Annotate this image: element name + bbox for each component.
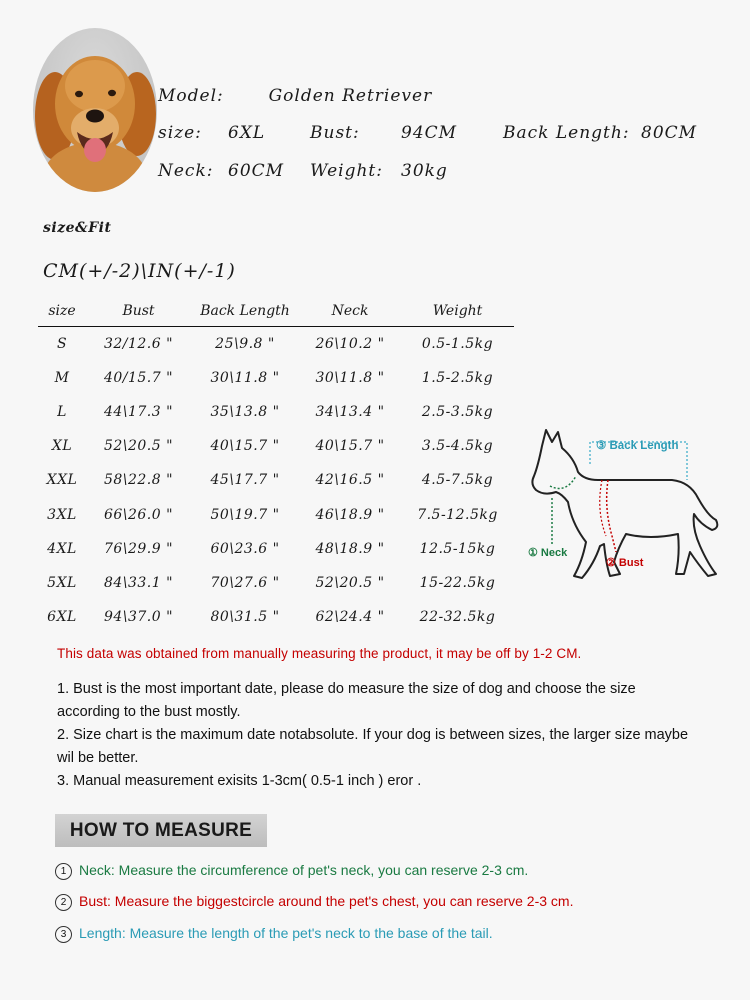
table-row xyxy=(38,361,514,395)
golden-retriever-image xyxy=(33,28,157,192)
header-bust: Bust xyxy=(86,296,191,327)
cell-neck: 42\16.5 " xyxy=(315,472,385,489)
size-label: size: xyxy=(158,123,202,143)
cell-size: XL xyxy=(51,438,73,455)
header-neck: Neck xyxy=(299,296,401,327)
bust-value: 94CM xyxy=(401,123,458,143)
table-row xyxy=(38,429,514,463)
cell-neck: 34\13.4 " xyxy=(315,404,385,421)
cell-back-length: 70\27.6 " xyxy=(210,574,280,591)
size-value: 6XL xyxy=(228,123,266,143)
cell-bust: 76\29.9 " xyxy=(103,540,174,557)
measure-neck xyxy=(55,862,528,880)
measurement-notice: This data was obtained from manually measuring the product, it may be off by 1-2 CM. xyxy=(57,646,582,661)
measure-neck-text: Neck: Measure the circumference of pet's neck, you can reserve 2-3 cm. xyxy=(79,862,529,878)
number-2-icon: 2 xyxy=(55,894,72,911)
neck-row xyxy=(158,161,448,181)
cell-size: XXL xyxy=(46,472,78,489)
cell-size: S xyxy=(56,336,68,353)
model-value: Golden Retriever xyxy=(268,86,433,106)
units-label: CM(+/-2)\IN(+/-1) xyxy=(43,260,236,282)
neck-guide xyxy=(550,476,576,544)
table-row xyxy=(38,600,514,634)
cell-neck: 26\10.2 " xyxy=(315,336,385,353)
table-row xyxy=(38,327,514,362)
header-back-length: Back Length xyxy=(191,296,299,327)
measurement-diagram xyxy=(522,424,722,590)
note-item: 1. Bust is the most important date, please do measure the size of dog and choose the size according to the bust mostly. xyxy=(57,681,636,720)
table-row xyxy=(38,497,514,531)
notes-list xyxy=(57,678,697,793)
cell-bust: 58\22.8 " xyxy=(103,472,174,489)
note-item: 3. Manual measurement exisits 1-3cm( 0.5-1 inch ) eror . xyxy=(57,773,422,789)
back-length-label: Back Length: xyxy=(503,123,630,143)
note-item: 2. Size chart is the maximum date notabsolute. If your dog is between sizes, the larger size maybe wil be better. xyxy=(57,727,689,766)
cell-size: 4XL xyxy=(47,540,77,557)
cell-weight: 1.5-2.5kg xyxy=(421,370,494,387)
cell-back-length: 50\19.7 " xyxy=(210,506,280,523)
cell-weight: 4.5-7.5kg xyxy=(421,472,494,489)
cell-neck: 30\11.8 " xyxy=(315,370,385,387)
size-fit-heading: size&Fit xyxy=(43,220,112,236)
back-length-value: 80CM xyxy=(641,123,698,143)
back-length-diagram-label: ③ Back Length xyxy=(596,440,679,452)
cell-bust: 66\26.0 " xyxy=(103,506,174,523)
number-3-icon: 3 xyxy=(55,926,72,943)
weight-label: Weight: xyxy=(310,161,383,181)
cell-bust: 94\37.0 " xyxy=(103,608,174,625)
cell-weight: 0.5-1.5kg xyxy=(421,336,494,353)
cell-bust: 44\17.3 " xyxy=(103,404,174,421)
cell-weight: 12.5-15kg xyxy=(419,540,496,557)
cell-back-length: 80\31.5 " xyxy=(210,608,280,625)
dog-outline-diagram xyxy=(522,424,722,590)
cell-weight: 3.5-4.5kg xyxy=(421,438,494,455)
cell-neck: 62\24.4 " xyxy=(315,608,385,625)
model-label: Model: xyxy=(158,86,224,106)
cell-size: 3XL xyxy=(47,506,77,523)
size-chart-table xyxy=(38,296,514,634)
dog-photo xyxy=(33,28,157,192)
neck-label: Neck: xyxy=(158,161,214,181)
header-weight: Weight xyxy=(401,296,514,327)
table-row xyxy=(38,463,514,497)
cell-neck: 48\18.9 " xyxy=(315,540,385,557)
cell-size: 6XL xyxy=(47,608,77,625)
table-row xyxy=(38,532,514,566)
cell-back-length: 60\23.6 " xyxy=(210,540,280,557)
table-header-row xyxy=(38,296,514,327)
measure-bust xyxy=(55,893,573,911)
table-row xyxy=(38,395,514,429)
cell-neck: 46\18.9 " xyxy=(315,506,385,523)
cell-weight: 22-32.5kg xyxy=(419,608,496,625)
measure-length-text: Length: Measure the length of the pet's neck to the base of the tail. xyxy=(79,925,493,941)
cell-weight: 7.5-12.5kg xyxy=(417,506,498,523)
cell-back-length: 30\11.8 " xyxy=(210,370,280,387)
cell-back-length: 25\9.8 " xyxy=(215,336,275,353)
cell-size: 5XL xyxy=(47,574,77,591)
bust-guide xyxy=(607,480,616,552)
measure-bust-text: Bust: Measure the biggestcircle around the pet's chest, you can reserve 2-3 cm. xyxy=(79,893,574,909)
cell-size: L xyxy=(57,404,67,421)
cell-back-length: 40\15.7 " xyxy=(210,438,280,455)
cell-weight: 15-22.5kg xyxy=(419,574,496,591)
neck-diagram-label: ① Neck xyxy=(528,547,568,559)
model-row xyxy=(158,86,432,106)
bust-ring xyxy=(600,480,606,536)
how-to-measure-banner: HOW TO MEASURE xyxy=(55,814,267,847)
neck-value: 60CM xyxy=(228,161,285,181)
cell-bust: 32/12.6 " xyxy=(103,336,174,353)
cell-bust: 84\33.1 " xyxy=(103,574,174,591)
measure-length xyxy=(55,925,493,943)
table-row xyxy=(38,566,514,600)
cell-neck: 40\15.7 " xyxy=(315,438,385,455)
cell-size: M xyxy=(54,370,70,387)
header-size: size xyxy=(38,296,86,327)
cell-back-length: 45\17.7 " xyxy=(210,472,280,489)
size-row xyxy=(158,123,698,143)
weight-value: 30kg xyxy=(401,161,448,181)
bust-diagram-label: ② Bust xyxy=(606,557,644,569)
cell-neck: 52\20.5 " xyxy=(315,574,385,591)
cell-back-length: 35\13.8 " xyxy=(210,404,280,421)
cell-bust: 52\20.5 " xyxy=(103,438,174,455)
cell-bust: 40/15.7 " xyxy=(103,370,174,387)
cell-weight: 2.5-3.5kg xyxy=(421,404,494,421)
bust-label: Bust: xyxy=(310,123,360,143)
number-1-icon: 1 xyxy=(55,863,72,880)
